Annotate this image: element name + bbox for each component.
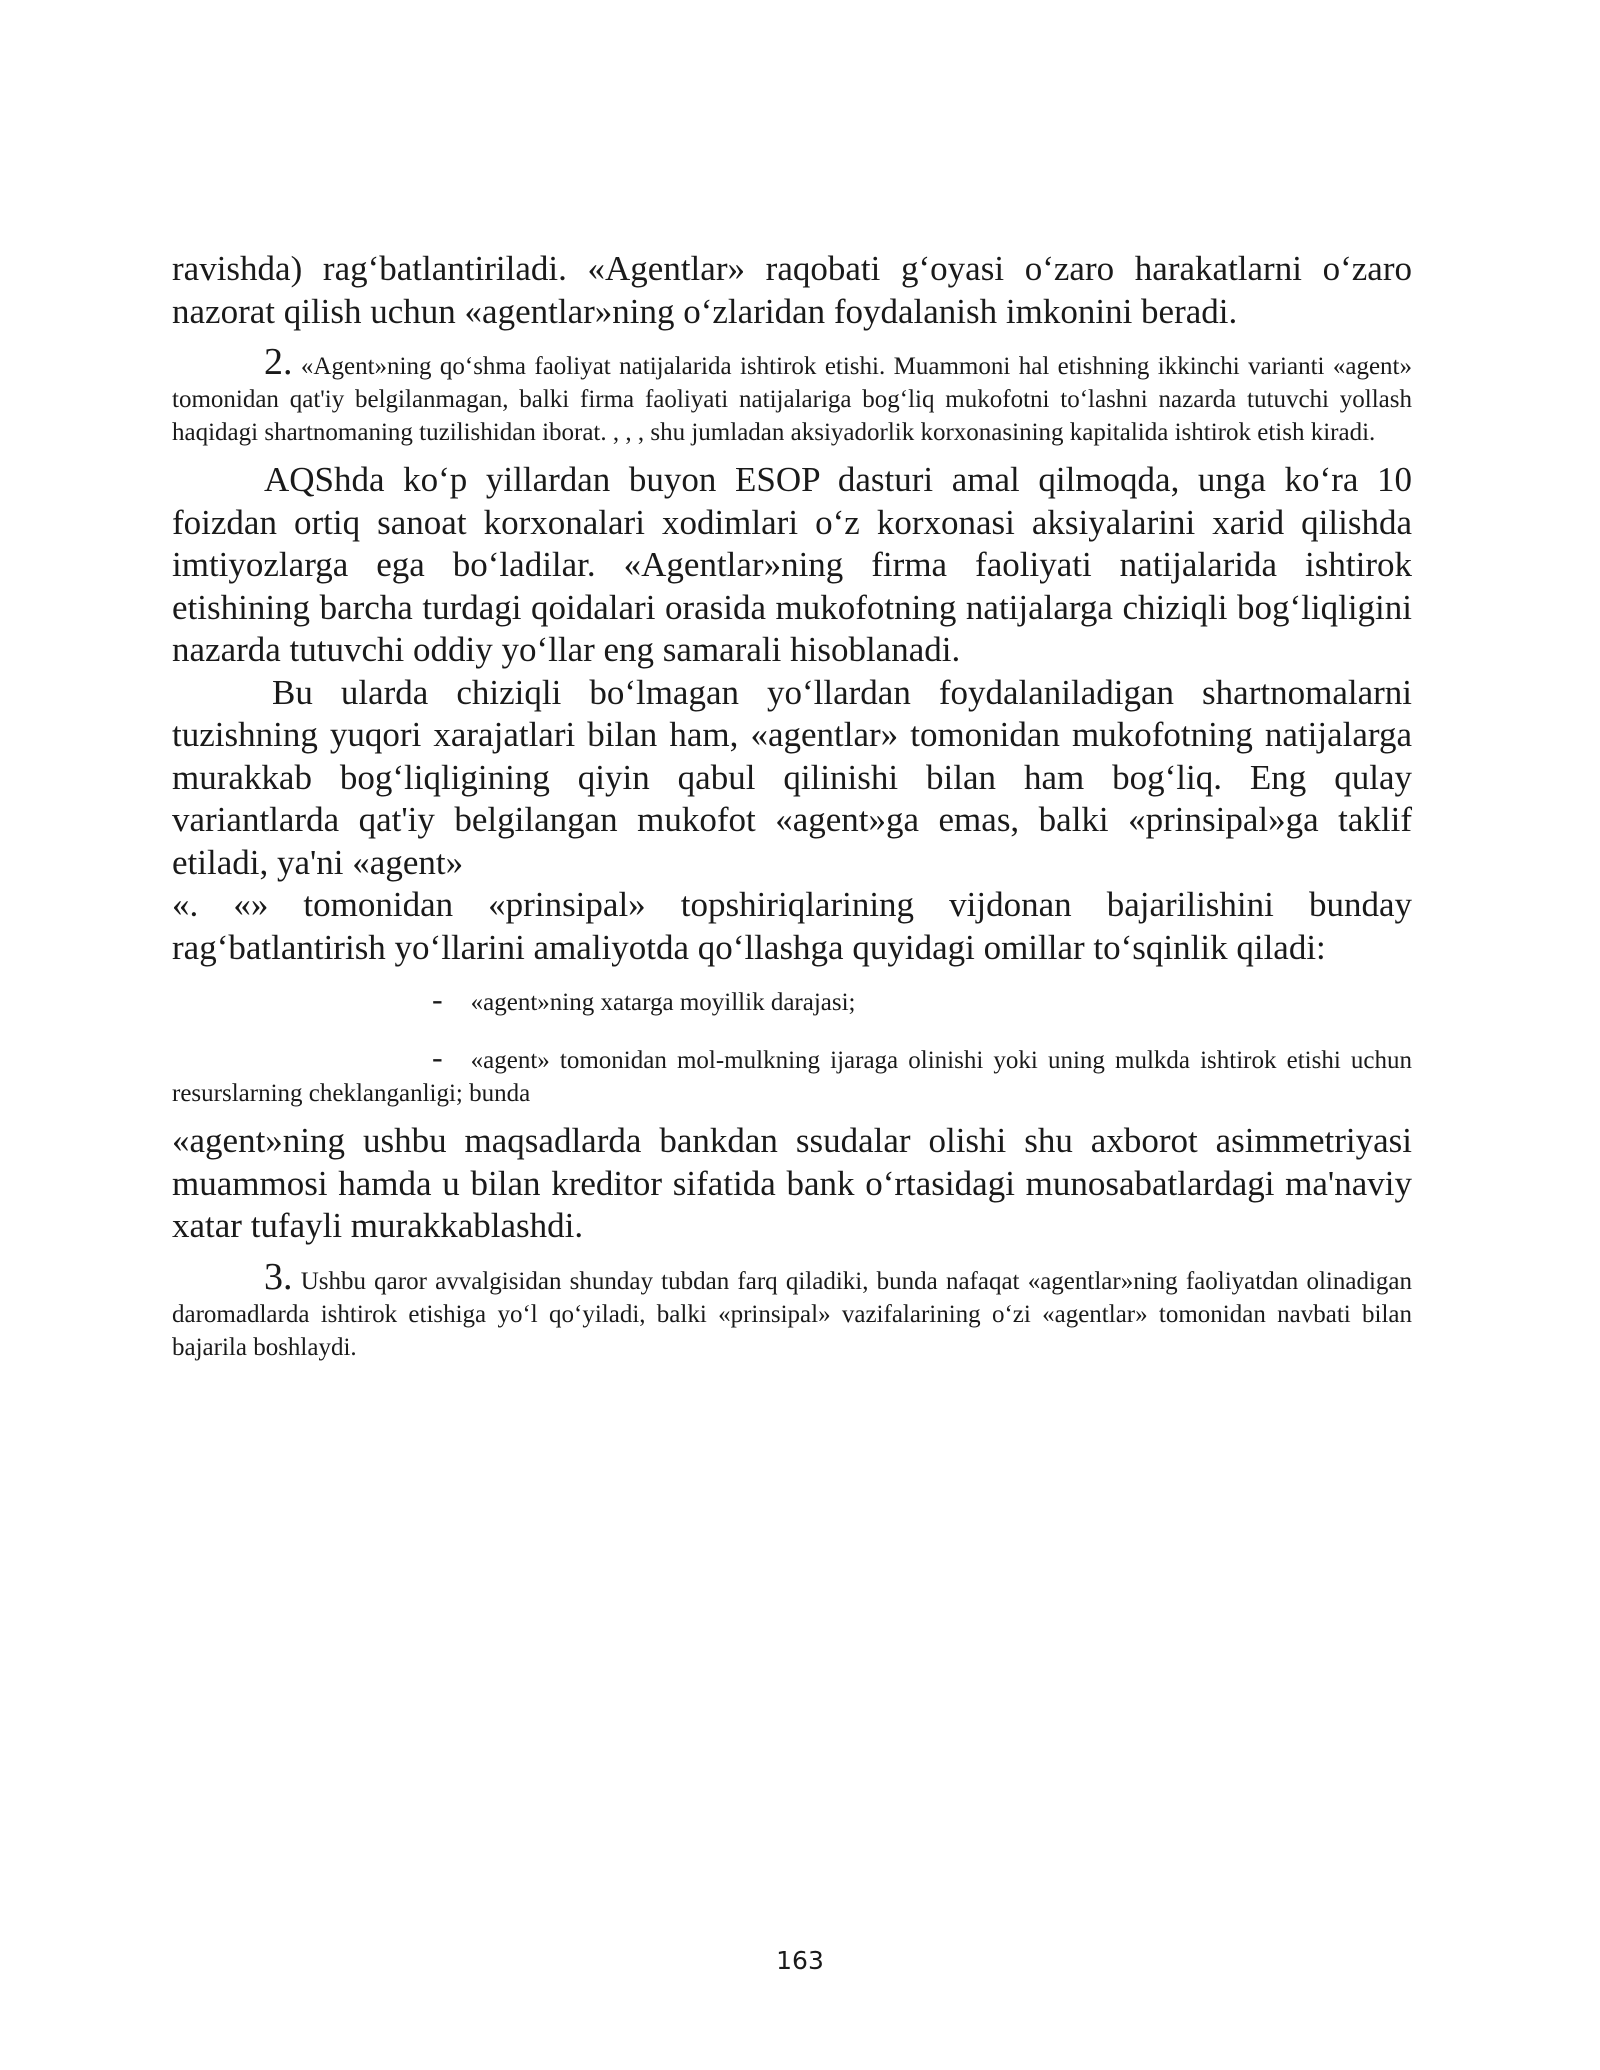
bullet-item-1 [172, 983, 1412, 1019]
paragraph-7 [172, 1255, 1413, 1364]
paragraph-7-text: Ushbu qaror avvalgisidan shunday tubdan farq qiladiki, bunda nafaqat «agentlar»ning faoliyatdan olinadigan daromadlarda ishtirok etishiga yo‘l qo‘yiladi, balki «prinsipal» vazifalarining o‘zi «agentlar» tomonidan navbati bilan bajarila boshlaydi. [172, 1267, 1413, 1361]
paragraph-3: AQShda ko‘p yillardan buyon ESOP dasturi amal qilmoqda, unga ko‘ra 10 foizdan ortiq sanoat korxonalari xodimlari o‘z korxonasi aksiyalarini xarid qilishda imtiyozlarga ega bo‘ladilar. «Agentlar»ning firma faoliyati natijalarida ishtirok etishining barcha turdagi qoidalari orasida mukofotning natijalarga chiziqli bog‘liqligini nazarda tutuvchi oddiy yo‘llar eng samarali hisoblanadi. [172, 460, 1412, 669]
page-number: 163 [776, 1946, 824, 1975]
paragraph-4: Bu ularda chiziqli bo‘lmagan yo‘llardan foydalaniladigan shartnomalarni tuzishning yuqori xarajatlari bilan ham, «agentlar» tomonidan mukofotning natijalarga murakkab bog‘liqligining qiyin qabul qilinishi bilan ham bog‘liq. Eng qulay variantlarda qat'iy belgilangan mukofot «agent»ga emas, balki «prinsipal»ga taklif etiladi, ya'ni «agent» [172, 672, 1412, 882]
bullet-dash-2: - [432, 1039, 443, 1075]
list-number-2: 2. [264, 341, 293, 383]
paragraph-1: ravishda) rag‘batlantiriladi. «Agentlar» raqobati g‘oyasi o‘zaro harakatlarni o‘zaro nazorat qilish uchun «agentlar»ning o‘zlaridan foydalanish imkonini beradi. [172, 249, 1412, 331]
paragraph-6: «agent»ning ushbu maqsadlarda bankdan ssudalar olishi shu axborot asimmetriyasi muammosi hamda u bilan kreditor sifatida bank o‘rtasidagi munosabatlardagi ma'naviy xatar tufayli murakkablashdi. [172, 1121, 1412, 1245]
paragraph-5: «. «» tomonidan «prinsipal» topshiriqlarining vijdonan bajarilishini bunday rag‘batlantirish yo‘llarini amaliyotda qo‘llashga quyidagi omillar to‘sqinlik qiladi: [172, 885, 1412, 967]
bullet-dash-1: - [432, 981, 443, 1017]
paragraph-2 [172, 343, 1412, 449]
bullet-item-2 [172, 1041, 1412, 1110]
page-content [172, 248, 1412, 1364]
paragraph-2-text: «Agent»ning qo‘shma faoliyat natijalarida ishtirok etishi. Muammoni hal etishning ikkinchi varianti «agent» tomonidan qat'iy belgilanmagan, balki firma faoliyati natijalariga bog‘liq mukofotni to‘lashni nazarda tutuvchi yollash haqidagi shartnomaning tuzilishidan iborat. , , , shu jumladan aksiyadorlik korxonasining kapitalida ishtirok etish kiradi. [172, 353, 1413, 446]
bullet-item-1-text: «agent»ning xatarga moyillik darajasi; [470, 989, 856, 1016]
bullet-item-2-text: «agent» tomonidan mol-mulkning ijaraga olinishi yoki uning mulkda ishtirok etishi uchun resurslarning cheklanganligi; bunda [172, 1047, 1412, 1107]
list-number-3: 3. [264, 1255, 293, 1298]
